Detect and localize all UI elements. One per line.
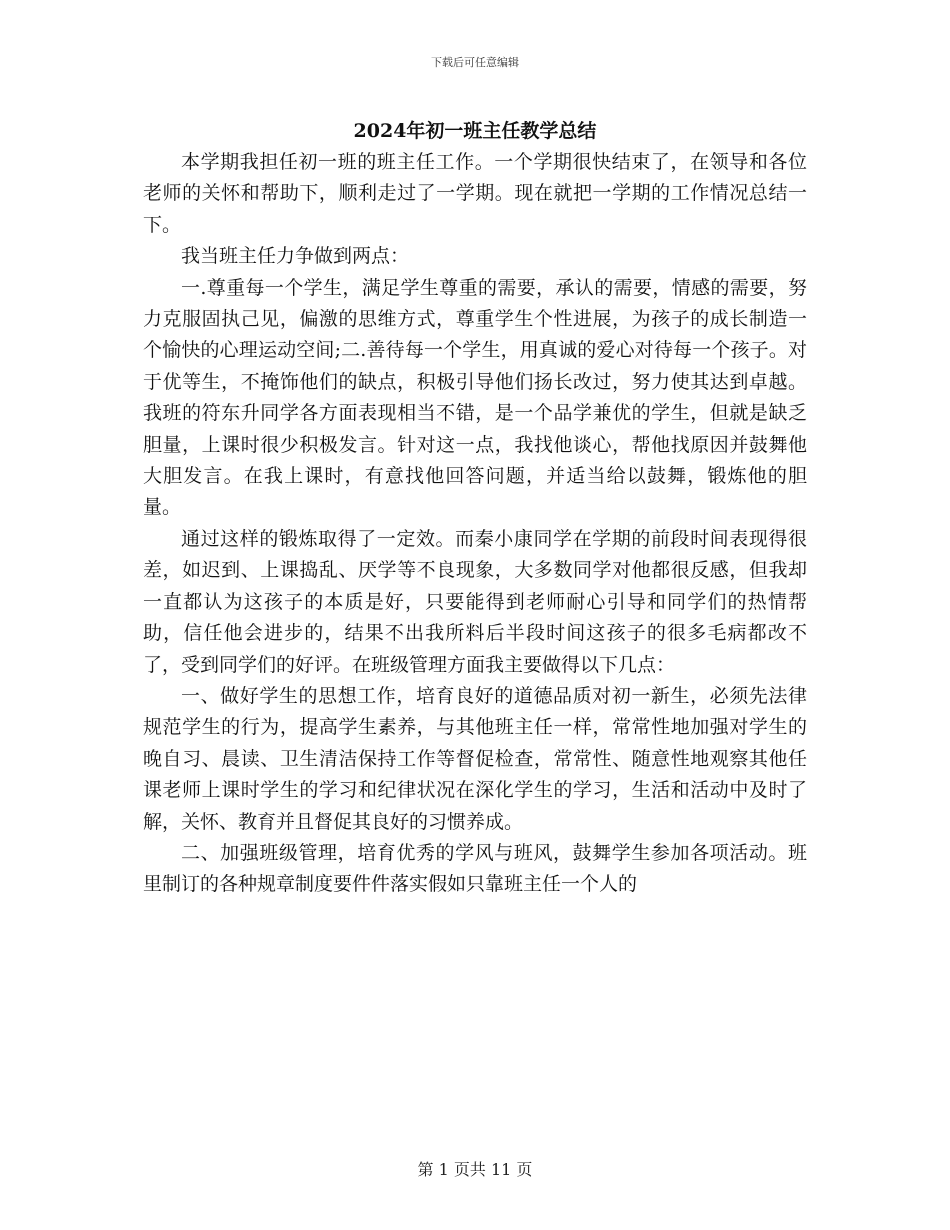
paragraph: 我当班主任力争做到两点：: [181, 245, 410, 268]
header-note: 下载后可任意编辑: [431, 56, 519, 69]
paragraph: 通过这样的锻炼取得了一定效。而秦小康同学在学期的前段时间表现得很差，如迟到、上课捣乱、厌学等不良现象，大多数同学对他都很反感，但我却一直都认为这孩子的本质是好，只要能得到老师耐心引导和同学们的热情帮助，信任他会进步的，结果不出我所料后半段时间这孩子的很多毛病都改不了，受到同学们的好评。在班级管理方面我主要做得以下几点：: [143, 527, 807, 676]
page-number: 第 1 页共 11 页: [417, 1160, 533, 1179]
document-title: 2024年初一班主任教学总结: [353, 120, 597, 142]
paragraph: 二、加强班级管理，培育优秀的学风与班风，鼓舞学生参加各项活动。班里制订的各种规章制度要件件落实假如只靠班主任一个人的: [143, 841, 807, 896]
document-body: [143, 147, 807, 901]
paragraph: 一.尊重每一个学生，满足学生尊重的需要，承认的需要，情感的需要，努力克服固执己见，偏激的思维方式，尊重学生个性进展，为孩子的成长制造一个愉快的心理运动空间;二.善待每一个学生，用真诚的爱心对待每一个孩子。对于优等生，不掩饰他们的缺点，积极引导他们扬长改过，努力使其达到卓越。我班的符东升同学各方面表现相当不错，是一个品学兼优的学生，但就是缺乏胆量，上课时很少积极发言。针对这一点，我找他谈心，帮他找原因并鼓舞他大胆发言。在我上课时，有意找他回答问题，并适当给以鼓舞，锻炼他的胆量。: [143, 276, 807, 519]
paragraph: 一、做好学生的思想工作，培育良好的道德品质对初一新生，必须先法律规范学生的行为，提高学生素养，与其他班主任一样，常常性地加强对学生的晚自习、晨读、卫生清洁保持工作等督促检查，常常性、随意性地观察其他任课老师上课时学生的学习和纪律状况在深化学生的学习，生活和活动中及时了解，关怀、教育并且督促其良好的习惯养成。: [143, 684, 807, 833]
paragraph: 本学期我担任初一班的班主任工作。一个学期很快结束了，在领导和各位老师的关怀和帮助下，顺利走过了一学期。现在就把一学期的工作情况总结一下。: [143, 151, 807, 236]
